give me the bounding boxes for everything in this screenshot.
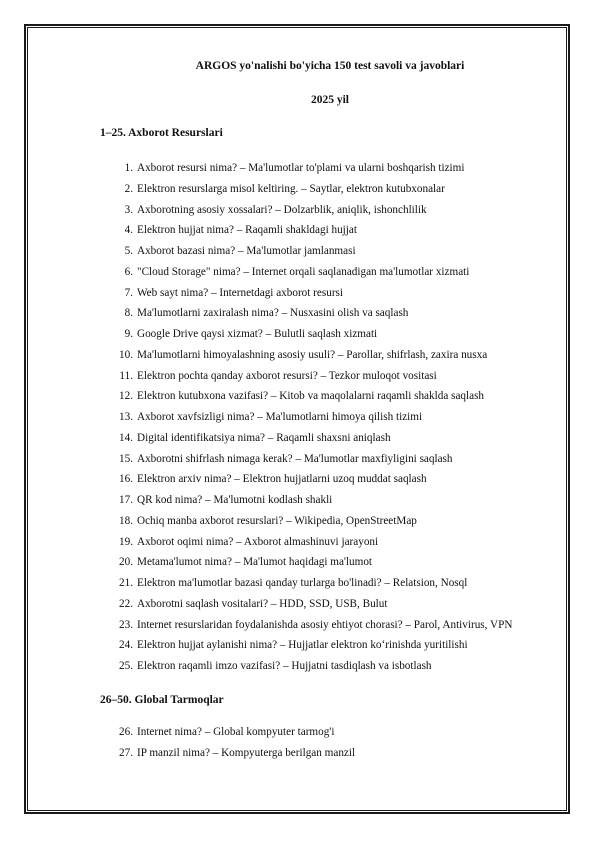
list-item-number: 21. <box>119 577 133 589</box>
list-item-number: 1. <box>124 162 133 174</box>
list-item-number: 20. <box>119 556 133 569</box>
section-heading-2: 26–50. Global Tarmoqlar <box>100 694 224 706</box>
list-item-text: Axborotni shifrlash nimaga kerak? – Ma'lumotlar maxfiyligini saqlash <box>137 452 453 465</box>
list-item-number: 6. <box>124 265 133 278</box>
list-item-number: 10. <box>119 348 133 361</box>
list-item-number: 9. <box>124 328 133 340</box>
list-item-text: Elektron kutubxona vazifasi? – Kitob va maqolalarni raqamli shaklda saqlash <box>137 390 485 403</box>
list-item-text: Elektron hujjat aylanishi nima? – Hujjatlar elektron koʻrinishda yuritilishi <box>137 639 468 652</box>
list-item-number: 24. <box>119 639 133 652</box>
list-item-text: Axborot resursi nima? – Ma'lumotlar to'plami va ularni boshqarish tizimi <box>137 162 465 174</box>
list-item-text: Axborot xavfsizligi nima? – Ma'lumotlarni himoya qilish tizimi <box>137 411 423 423</box>
list-item-text: Elektron raqamli imzo vazifasi? – Hujjatni tasdiqlash va isbotlash <box>137 660 432 672</box>
section-heading-1: 1–25. Axborot Resurslari <box>100 127 223 139</box>
list-item-text: Axborot bazasi nima? – Ma'lumotlar jamlanmasi <box>137 245 356 257</box>
list-item-number: 15. <box>119 452 133 465</box>
list-item-text: Internet nima? – Global kompyuter tarmog'i <box>137 726 335 738</box>
list-item-text: Ma'lumotlarni zaxiralash nima? – Nusxasini olish va saqlash <box>137 307 409 320</box>
list-item-number: 13. <box>119 411 133 423</box>
list-item-number: 2. <box>124 182 133 195</box>
list-item-number: 5. <box>124 245 133 257</box>
list-item-number: 25. <box>119 660 133 672</box>
list-item-text: Axborotning asosiy xossalari? – Dolzarblik, aniqlik, ishonchlilik <box>137 203 427 216</box>
list-item-number: 22. <box>119 597 133 610</box>
list-item-text: Internet resurslaridan foydalanishda asosiy ehtiyot chorasi? – Parol, Antivirus, VPN <box>137 618 513 631</box>
list-item-text: IP manzil nima? – Kompyuterga berilgan manzil <box>137 746 356 759</box>
list-item-number: 4. <box>124 224 133 237</box>
list-item-text: Metama'lumot nima? – Ma'lumot haqidagi ma'lumot <box>137 556 373 569</box>
list-item-number: 12. <box>119 390 133 403</box>
list-item-text: Ma'lumotlarni himoyalashning asosiy usuli? – Parollar, shifrlash, zaxira nusxa <box>137 348 488 361</box>
list-item-number: 27. <box>119 746 133 759</box>
list-item-text: Axborotni saqlash vositalari? – HDD, SSD, USB, Bulut <box>137 597 388 610</box>
list-item-text: Digital identifikatsiya nima? – Raqamli shaxsni aniqlash <box>137 431 391 444</box>
list-item-number: 14. <box>119 431 133 444</box>
list-item-text: Ochiq manba axborot resurslari? – Wikipedia, OpenStreetMap <box>137 514 417 527</box>
list-item-text: "Cloud Storage" nima? – Internet orqali saqlanadigan ma'lumotlar xizmati <box>137 265 470 278</box>
list-item-text: Elektron arxiv nima? – Elektron hujjatlarni uzoq muddat saqlash <box>137 473 427 486</box>
list-item-text: QR kod nima? – Ma'lumotni kodlash shakli <box>137 494 333 506</box>
list-item-number: 11. <box>119 369 133 382</box>
list-item-number: 3. <box>124 203 133 216</box>
list-item-number: 19. <box>119 535 133 548</box>
list-item-text: Elektron resurslarga misol keltiring. – Saytlar, elektron kutubxonalar <box>137 182 445 195</box>
list-item-text: Elektron ma'lumotlar bazasi qanday turlarga bo'linadi? – Relatsion, Nosql <box>137 577 468 589</box>
list-item-number: 23. <box>119 618 133 631</box>
list-item-number: 8. <box>124 307 133 320</box>
list-item-text: Google Drive qaysi xizmat? – Bulutli saqlash xizmati <box>137 328 378 340</box>
list-item-number: 7. <box>124 286 133 299</box>
document-year: 2025 yil <box>310 94 349 106</box>
list-item-number: 18. <box>119 514 133 527</box>
list-item-number: 26. <box>119 726 133 738</box>
list-item-text: Elektron pochta qanday axborot resursi? – Tezkor muloqot vositasi <box>137 369 437 382</box>
list-item-text: Web sayt nima? – Internetdagi axborot resursi <box>137 286 344 299</box>
list-item-number: 16. <box>119 473 133 486</box>
list-item-text: Axborot oqimi nima? – Axborot almashinuvi jarayoni <box>137 535 379 548</box>
document-title: ARGOS yo'nalishi bo'yicha 150 test savoli va javoblari <box>195 60 465 72</box>
list-item-text: Elektron hujjat nima? – Raqamli shakldagi hujjat <box>137 224 357 237</box>
list-item-number: 17. <box>119 494 133 506</box>
